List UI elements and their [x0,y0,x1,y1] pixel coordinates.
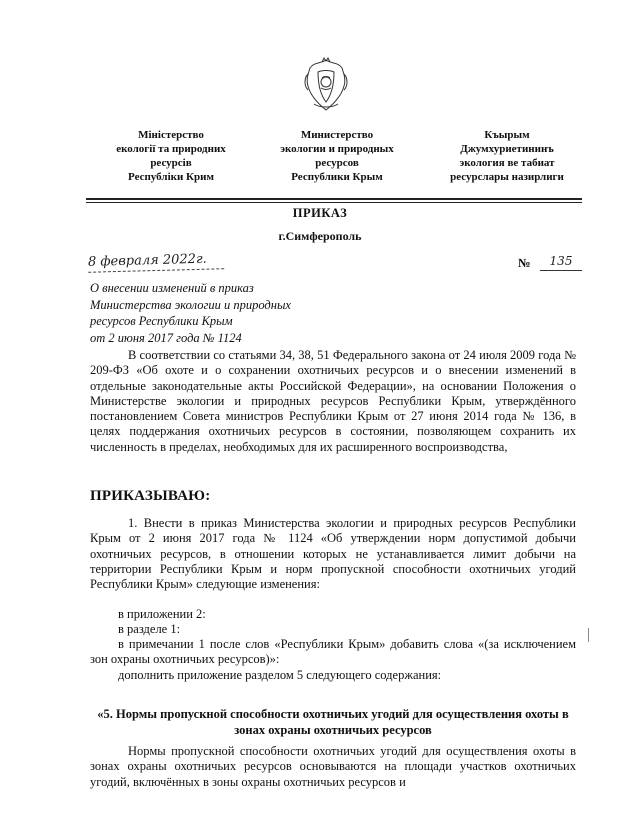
item-1-paragraph: 1. Внести в приказ Министерства экологии и природных ресурсов Республики Крым от 2 июня 2017 года № 1124 «Об утверждении норм допустимой добычи охотничьих ресурсов, в отношении которых не устанавливается лимит добычи на территории Республики Крым и норм пропускной способности охотничьих угодий Республики Крым» следующие изменения: [90,516,576,592]
section-1-line: в разделе 1: [118,622,181,636]
handwritten-order-number: 135 [540,252,582,271]
ministry-name-crimean-tatar: Къырым Джумхуриетининъ экология ве табиат ресурслары назирлиги [450,129,564,183]
crimea-coat-of-arms-icon [300,56,352,114]
note-amendment-line: в примечании 1 после слов «Республики Крым» добавить слова «(за исключением зон охраны охотничьих ресурсов)»: [90,637,576,667]
subject-line: от 2 июня 2017 года № 1124 [90,330,242,345]
preamble-paragraph: В соответствии со статьями 34, 38, 51 Федерального закона от 24 июля 2009 года № 209-ФЗ «Об охоте и о сохранении охотничьих ресурсов и о внесении изменений в отдельные законодательные акты Российской Федерации», на основании Положения о Министерстве экологии и природных ресурсов Республики Крым, утверждённого постановлением Совета министров Республики Крым от 27 июня 2014 года № 136, в целях поддержания охотничьих ресурсов в состоянии, позволяющем сохранить их численность в пределах, необходимых для их расширенного воспроизводства, [90,348,576,454]
ministry-name-russian: Министерство экологии и природных ресурсов Республики Крым [280,129,394,183]
ministry-name-ukrainian: Міністерство екології та природних ресурсів Республіки Крим [116,129,226,183]
section-5-paragraph: Нормы пропускной способности охотничьих угодий для осуществления охоты в зонах охраны охотничьих ресурсов основываются на площади участков охотничьих угодий, включённых в зоны охраны охотничьих ресурсов и [90,744,576,789]
document-city: г.Симферополь [278,229,362,243]
margin-mark [588,628,589,642]
order-subject [90,280,420,346]
supplement-line: дополнить приложение разделом 5 следующего содержания: [118,668,442,682]
subject-line: ресурсов Республики Крым [90,314,233,328]
section-5-title: «5. Нормы пропускной способности охотничьих угодий для осуществления охоты в зонах охраны охотничьих ресурсов [97,707,569,737]
subject-line: О внесении изменений в приказ [90,281,254,295]
ministry-header [86,128,586,192]
handwritten-date: 8 февраля 2022г. [88,250,224,273]
annex-2-line: в приложении 2: [118,607,206,621]
order-number-label: № [518,256,531,270]
decree-heading: ПРИКАЗЫВАЮ: [90,488,211,504]
document-title: ПРИКАЗ [292,206,348,220]
subject-line: Министерства экологии и природных [90,297,291,312]
header-divider-thick [86,198,582,200]
header-divider-thin [86,202,582,203]
